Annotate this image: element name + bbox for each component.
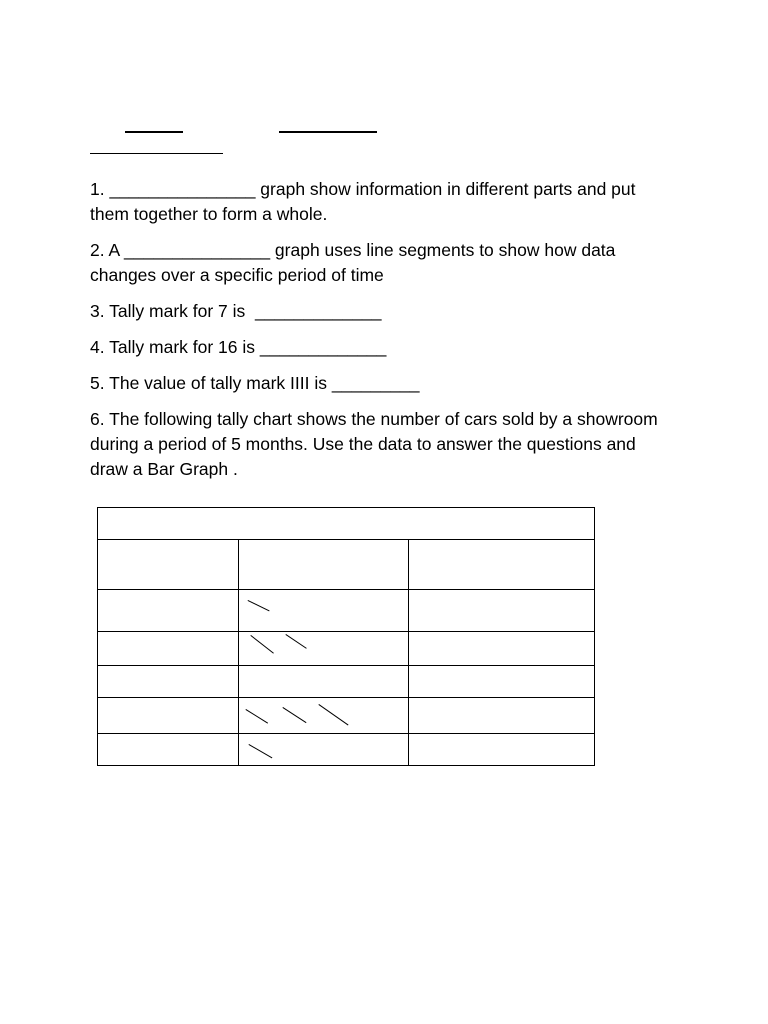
row-label-cell — [98, 734, 239, 766]
header-blank-long — [279, 131, 377, 133]
table-header-row — [98, 540, 595, 590]
header-blank-short — [125, 131, 183, 133]
table-row — [98, 590, 595, 632]
row-count-cell — [409, 632, 595, 666]
tally-stroke — [250, 635, 273, 654]
question-6: 6. The following tally chart shows the number of cars sold by a showroom during a period of 5 months. Use the data to answer the questions and draw a Bar Graph . — [90, 409, 663, 479]
tally-stroke — [318, 704, 348, 725]
row-label-cell — [98, 632, 239, 666]
row-tally-cell — [239, 734, 409, 766]
row-label-cell — [98, 698, 239, 734]
header-count-cell — [409, 540, 595, 590]
header-name-line — [90, 153, 223, 154]
tally-chart-table — [97, 507, 595, 766]
table-title-cell — [98, 508, 595, 540]
row-count-cell — [409, 698, 595, 734]
question-1: 1. _______________ graph show information in different parts and put them together to form a whole. — [90, 179, 641, 224]
row-count-cell — [409, 590, 595, 632]
header-month-cell — [98, 540, 239, 590]
header-tally-cell — [239, 540, 409, 590]
question-3: 3. Tally mark for 7 is _____________ — [90, 301, 382, 321]
question-2: 2. A _______________ graph uses line segments to show how data changes over a specific period of time — [90, 240, 621, 285]
row-count-cell — [409, 734, 595, 766]
table-row — [98, 698, 595, 734]
row-tally-cell — [239, 590, 409, 632]
question-4: 4. Tally mark for 16 is _____________ — [90, 337, 387, 357]
row-tally-cell — [239, 632, 409, 666]
question-5: 5. The value of tally mark IIII is _________ — [90, 373, 420, 393]
tally-stroke — [248, 600, 270, 611]
row-count-cell — [409, 666, 595, 698]
tally-stroke — [285, 634, 306, 649]
tally-stroke — [282, 707, 306, 723]
tally-stroke — [249, 744, 273, 758]
tally-stroke — [245, 709, 268, 724]
row-tally-cell — [239, 698, 409, 734]
row-label-cell — [98, 666, 239, 698]
table-row — [98, 734, 595, 766]
table-row — [98, 666, 595, 698]
table-row — [98, 632, 595, 666]
table-title-row — [98, 508, 595, 540]
row-label-cell — [98, 590, 239, 632]
row-tally-cell — [239, 666, 409, 698]
